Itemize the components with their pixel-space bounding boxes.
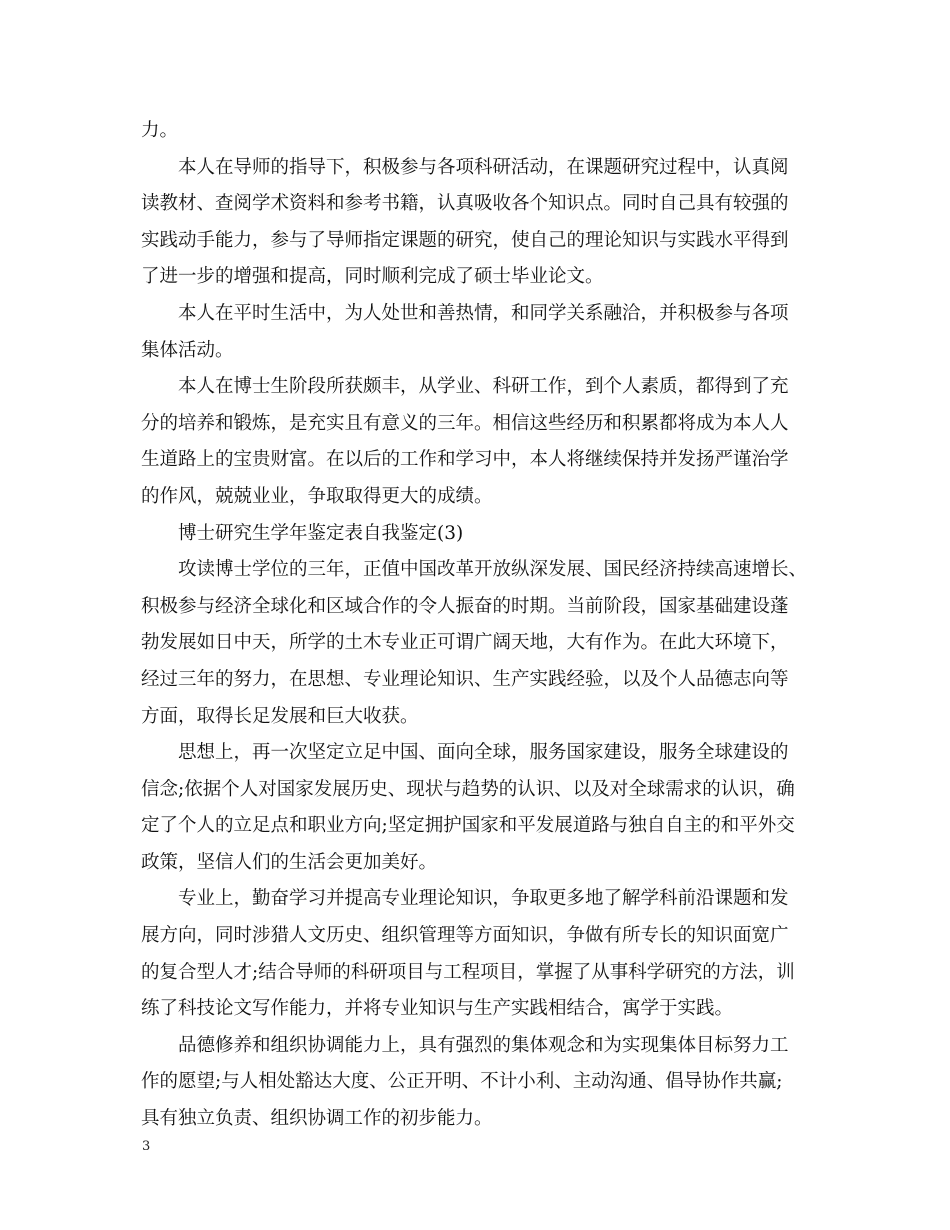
text-line: 政策，坚信人们的生活会更加美好。	[141, 851, 438, 873]
text-line: 信念;依据个人对国家发展历史、现状与趋势的认识、以及对全球需求的认识，确	[141, 778, 795, 800]
text-line: 作的愿望;与人相处豁达大度、公正开明、不计小利、主动沟通、倡导协作共赢;	[141, 1071, 783, 1093]
text-line: 读教材、查阅学术资料和参考书籍，认真吸收各个知识点。同时自己具有较强的	[141, 193, 789, 215]
text-line: 实践动手能力，参与了导师指定课题的研究，使自己的理论知识与实践水平得到	[141, 229, 789, 251]
page-number: 3	[142, 1139, 151, 1154]
text-line: 力。	[141, 120, 179, 141]
text-line: 生道路上的宝贵财富。在以后的工作和学习中，本人将继续保持并发扬严谨治学	[141, 449, 789, 471]
text-line: 勃发展如日中天，所学的土木专业正可谓广阔天地，大有作为。在此大环境下，	[141, 632, 789, 654]
text-line: 的作风，兢兢业业，争取取得更大的成绩。	[141, 485, 493, 507]
text-line: 定了个人的立足点和职业方向;坚定拥护国家和平发展道路与独自自主的和平外交	[141, 815, 795, 837]
text-line: 方面，取得长足发展和巨大收获。	[141, 705, 419, 727]
text-line: 的复合型人才;结合导师的科研项目与工程项目，掌握了从事科学研究的方法，训	[141, 961, 795, 983]
text-line: 分的培养和锻炼，是充实且有意义的三年。相信这些经历和积累都将成为本人人	[141, 412, 789, 434]
text-line: 具有独立负责、组织协调工作的初步能力。	[141, 1108, 493, 1130]
text-line: 专业上，勤奋学习并提高专业理论知识，争取更多地了解学科前沿课题和发	[178, 888, 789, 910]
text-line: 经过三年的努力，在思想、专业理论知识、生产实践经验，以及个人品德志向等	[141, 668, 789, 690]
text-line: 本人在导师的指导下，积极参与各项科研活动，在课题研究过程中，认真阅	[178, 156, 789, 178]
text-line: 博士研究生学年鉴定表自我鉴定(3)	[178, 522, 464, 544]
text-line: 本人在博士生阶段所获颇丰，从学业、科研工作，到个人素质，都得到了充	[178, 376, 789, 398]
text-line: 集体活动。	[141, 339, 234, 361]
text-line: 了进一步的增强和提高，同时顺利完成了硕士毕业论文。	[141, 266, 604, 288]
text-line: 思想上，再一次坚定立足中国、面向全球，服务国家建设，服务全球建设的	[178, 742, 789, 764]
document-body	[141, 113, 811, 1138]
text-line: 积极参与经济全球化和区域合作的令人振奋的时期。当前阶段，国家基础建设蓬	[141, 595, 789, 617]
text-line: 攻读博士学位的三年，正值中国改革开放纵深发展、国民经济持续高速增长、	[178, 559, 808, 581]
text-line: 练了科技论文写作能力，并将专业知识与生产实践相结合，寓学于实践。	[141, 998, 734, 1020]
text-line: 本人在平时生活中，为人处世和善热情，和同学关系融洽，并积极参与各项	[178, 302, 789, 324]
text-line: 品德修养和组织协调能力上，具有强烈的集体观念和为实现集体目标努力工	[178, 1034, 789, 1056]
text-line: 展方向，同时涉猎人文历史、组织管理等方面知识，争做有所专长的知识面宽广	[141, 925, 789, 947]
